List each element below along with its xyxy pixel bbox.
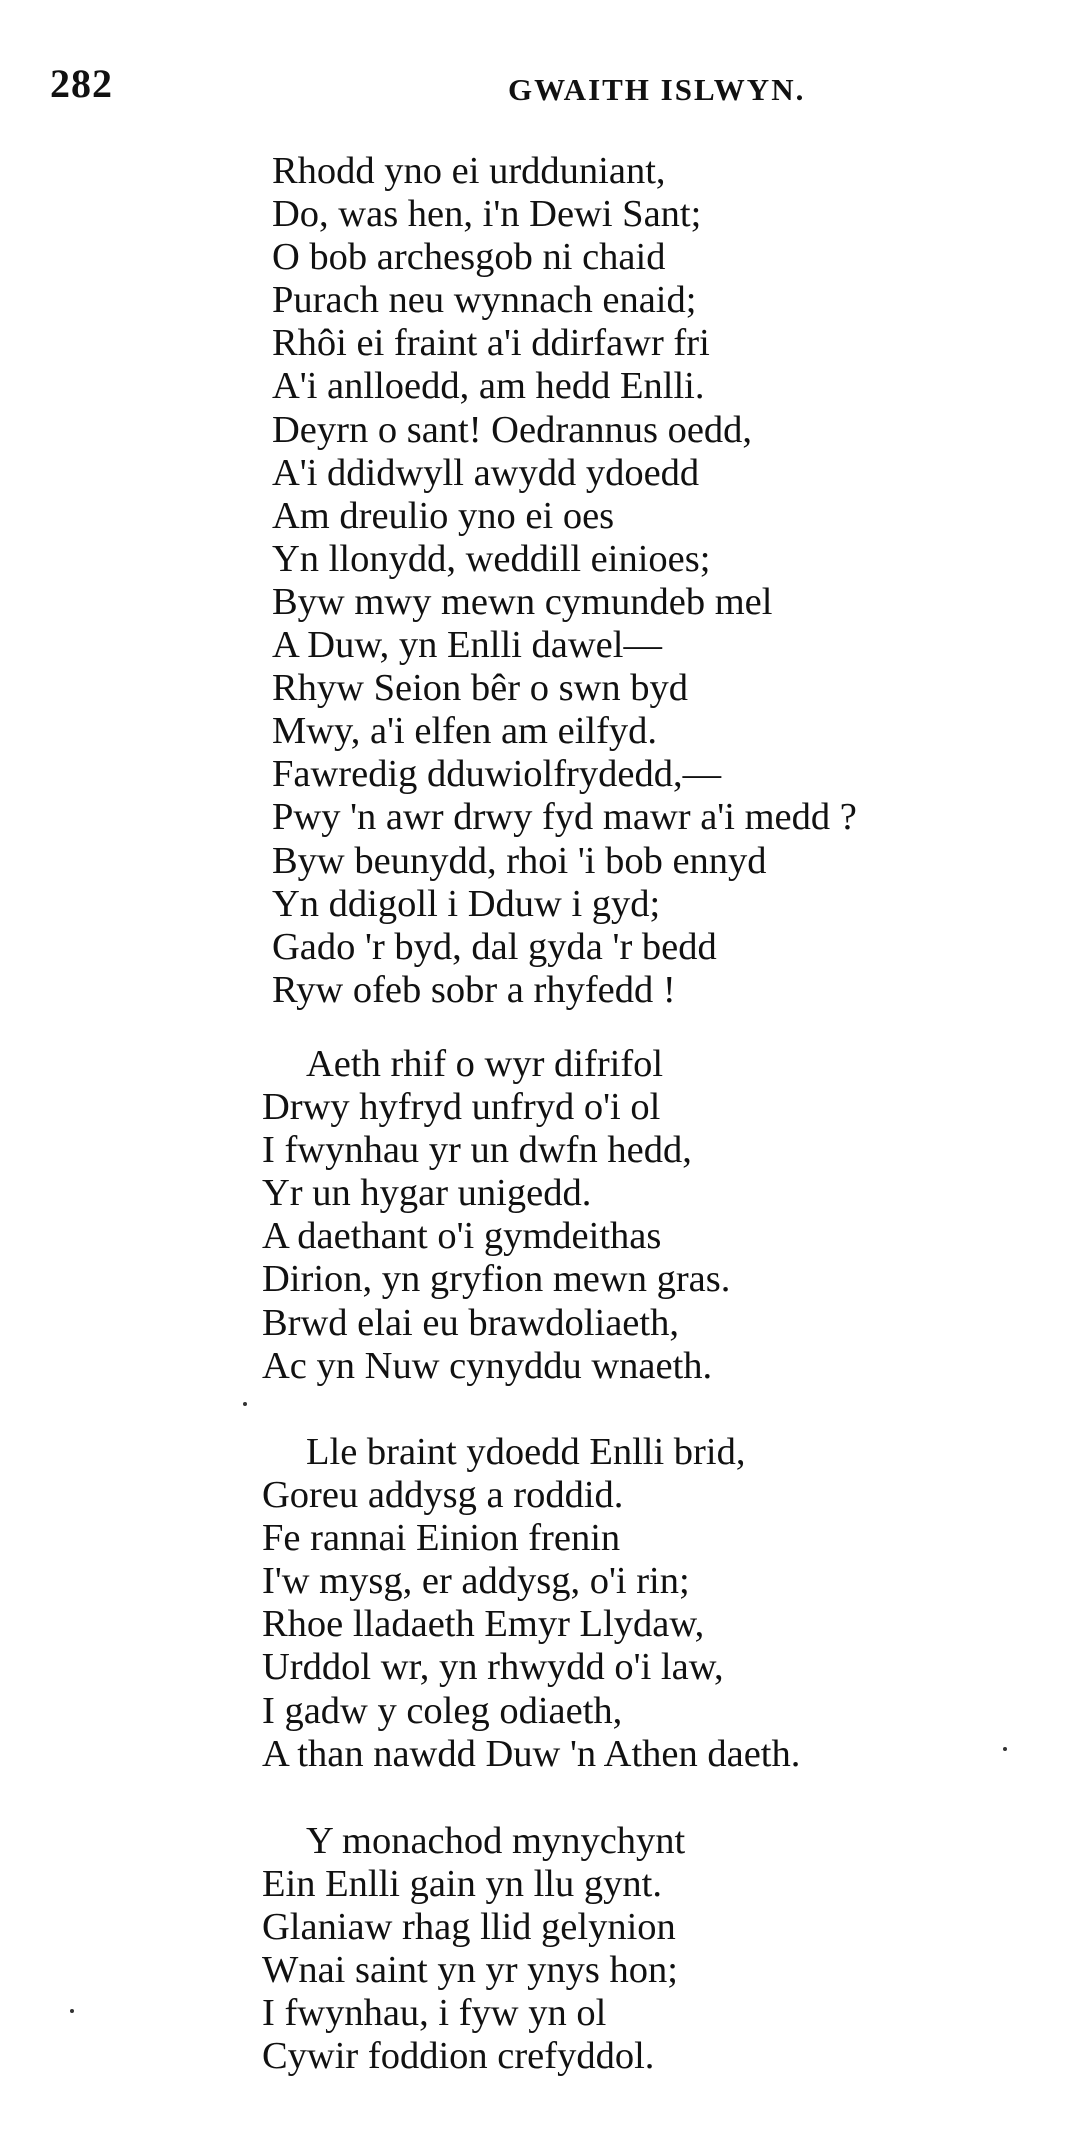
poem-line: A Duw, yn Enlli dawel— bbox=[272, 624, 662, 667]
poem-line: Fe rannai Einion frenin bbox=[262, 1517, 621, 1560]
poem-line: A daethant o'i gymdeithas bbox=[262, 1215, 662, 1258]
poem-line: Ein Enlli gain yn llu gynt. bbox=[262, 1863, 662, 1906]
print-speck bbox=[1003, 1747, 1007, 1751]
poem-line: Ac yn Nuw cynyddu wnaeth. bbox=[262, 1344, 713, 1387]
poem-line: A'i ddidwyll awydd ydoedd bbox=[272, 451, 700, 494]
poem-line: Do, was hen, i'n Dewi Sant; bbox=[272, 193, 702, 236]
poem-line: Byw mwy mewn cymundeb mel bbox=[272, 580, 773, 623]
stanza-2 bbox=[262, 1043, 730, 1388]
poem-line: Fawredig dduwiolfrydedd,— bbox=[272, 753, 722, 796]
poem-line: A than nawdd Duw 'n Athen daeth. bbox=[262, 1732, 801, 1775]
page-number: 282 bbox=[50, 61, 113, 106]
poem-line: Mwy, a'i elfen am eilfyd. bbox=[272, 710, 658, 753]
stanza-4 bbox=[262, 1820, 685, 2079]
stanza-3 bbox=[262, 1431, 800, 1776]
poem-line: I'w mysg, er addysg, o'i rin; bbox=[262, 1560, 690, 1603]
poem-line: I gadw y coleg odiaeth, bbox=[262, 1689, 623, 1732]
poem-line: O bob archesgob ni chaid bbox=[272, 236, 666, 279]
poem-line: Pwy 'n awr drwy fyd mawr a'i medd ? bbox=[272, 796, 857, 839]
poem-line: Rhoe lladaeth Emyr Llydaw, bbox=[262, 1603, 705, 1646]
poem-line: Drwy hyfryd unfryd o'i ol bbox=[262, 1086, 661, 1129]
poem-line: I fwynhau, i fyw yn ol bbox=[262, 1992, 607, 2035]
poem-line: Cywir foddion crefyddol. bbox=[262, 2035, 655, 2078]
poem-line: Byw beunydd, rhoi 'i bob ennyd bbox=[272, 839, 767, 882]
poem-line: Rhyw Seion bêr o swn byd bbox=[272, 667, 688, 710]
poem-line: Goreu addysg a roddid. bbox=[262, 1474, 624, 1517]
poem-line: Y monachod mynychynt bbox=[306, 1820, 686, 1862]
print-speck bbox=[70, 2009, 74, 2013]
poem-line: Deyrn o sant! Oedrannus oedd, bbox=[272, 408, 753, 451]
poem-line: Dirion, yn gryfion mewn gras. bbox=[262, 1258, 731, 1301]
poem-line: Ryw ofeb sobr a rhyfedd ! bbox=[272, 968, 676, 1011]
poem-line: Purach neu wynnach enaid; bbox=[272, 279, 697, 322]
poem-line: Brwd elai eu brawdoliaeth, bbox=[262, 1301, 679, 1344]
poem-line: A'i anlloedd, am hedd Enlli. bbox=[272, 365, 705, 408]
running-title: GWAITH ISLWYN. bbox=[508, 72, 806, 107]
poem-line: Rhodd yno ei urdduniant, bbox=[272, 150, 666, 192]
poem-line: Am dreulio yno ei oes bbox=[272, 494, 615, 537]
stanza-1 bbox=[272, 150, 857, 1012]
poem-line: I fwynhau yr un dwfn hedd, bbox=[262, 1129, 692, 1172]
poem-line: Yn llonydd, weddill einioes; bbox=[272, 537, 711, 580]
poem-line: Wnai saint yn yr ynys hon; bbox=[262, 1949, 678, 1992]
poem-line: Yr un hygar unigedd. bbox=[262, 1172, 592, 1215]
poem-line: Urddol wr, yn rhwydd o'i law, bbox=[262, 1646, 724, 1689]
poem-line: Gado 'r byd, dal gyda 'r bedd bbox=[272, 925, 717, 968]
poem-line: Glaniaw rhag llid gelynion bbox=[262, 1906, 676, 1949]
print-speck bbox=[243, 1402, 247, 1406]
poem-line: Rhôi ei fraint a'i ddirfawr fri bbox=[272, 322, 710, 365]
poem-line: Aeth rhif o wyr difrifol bbox=[306, 1043, 664, 1085]
poem-line: Yn ddigoll i Dduw i gyd; bbox=[272, 882, 661, 925]
poem-line: Lle braint ydoedd Enlli brid, bbox=[306, 1431, 746, 1473]
